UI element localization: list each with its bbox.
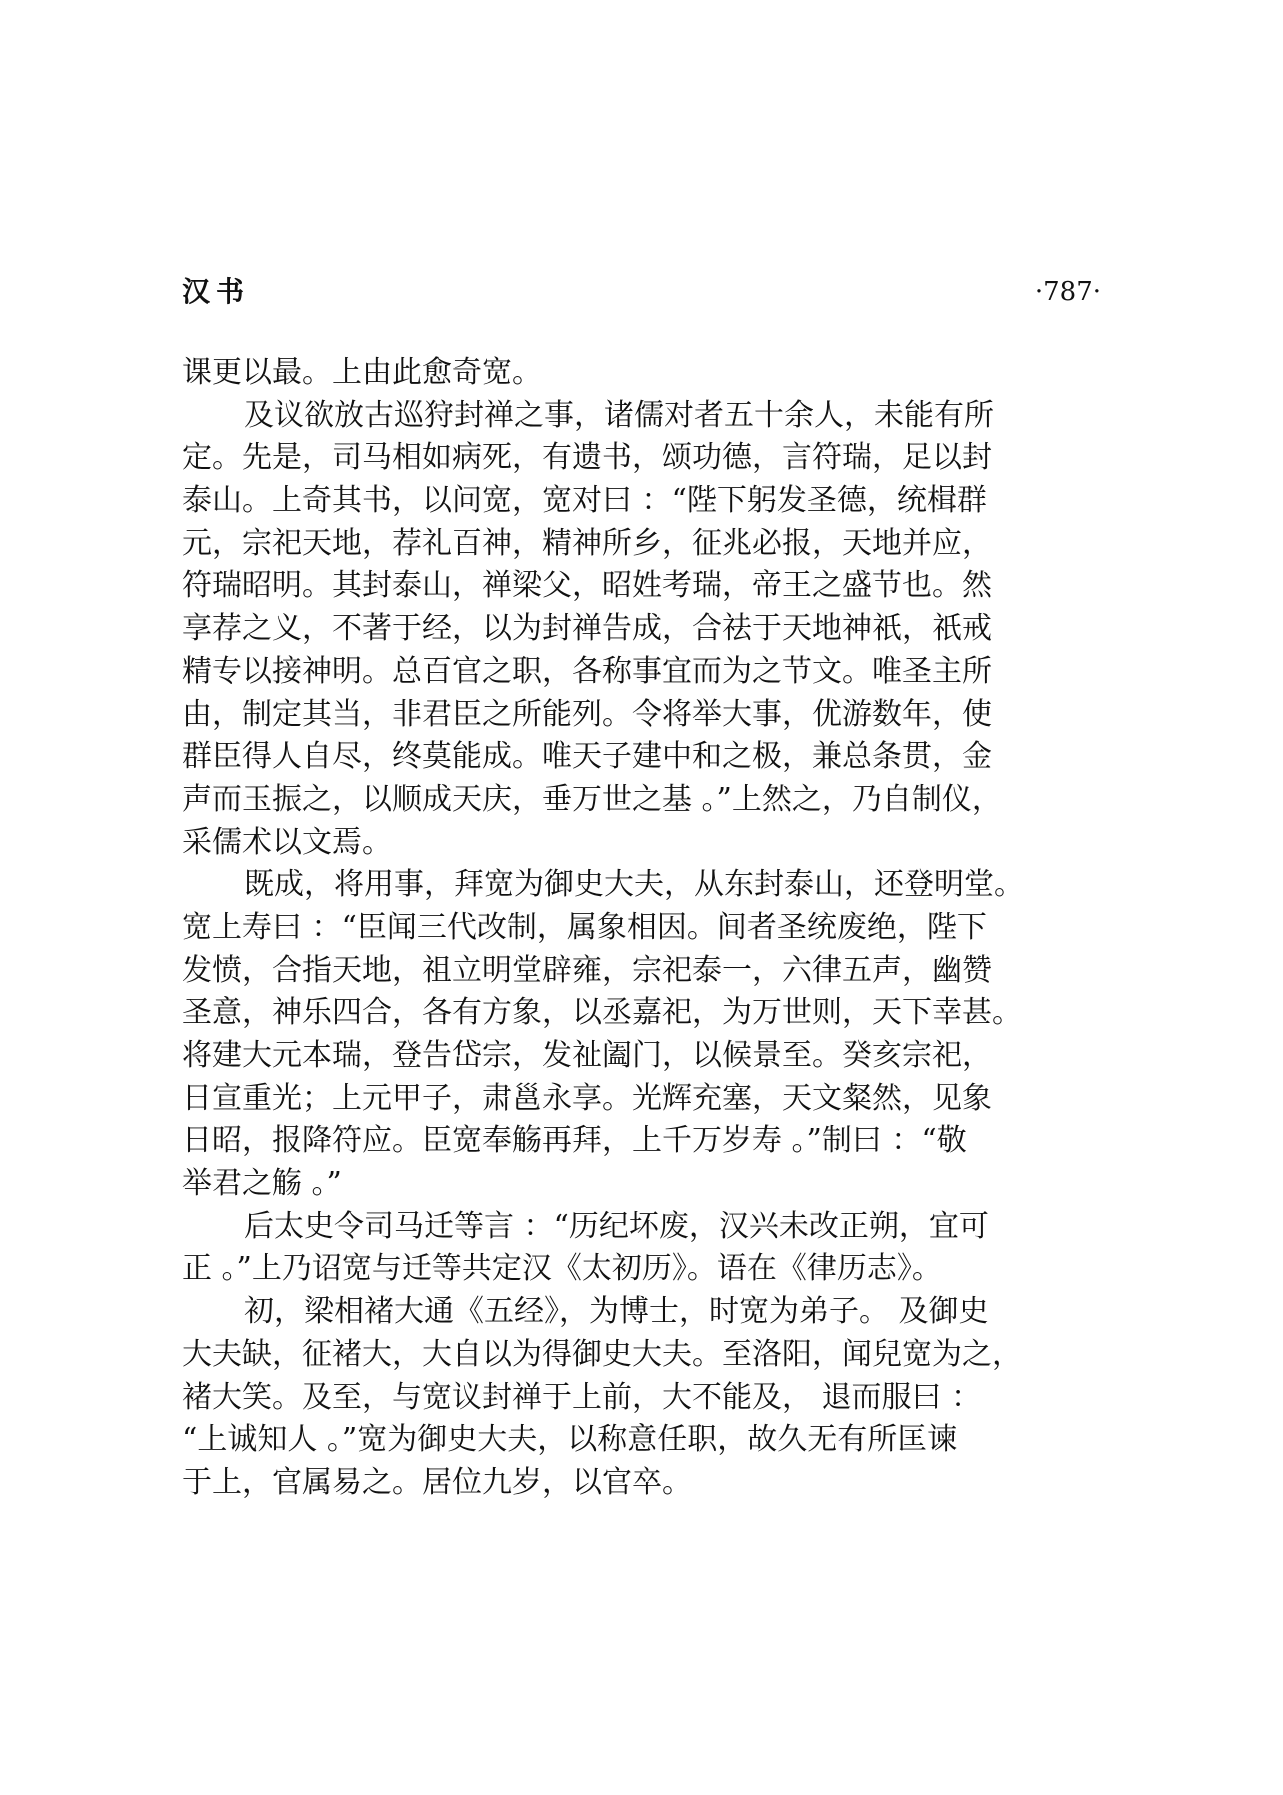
text-line: 课更以最。上由此愈奇宽。 [182, 355, 542, 390]
text-line: 既成，将用事，拜宽为御史大夫，从东封泰山，还登明堂。 [244, 867, 1024, 903]
running-header [182, 270, 1101, 314]
text-line: 将建大元本瑞，登告岱宗，发祉阖门，以候景至。癸亥宗祀， [182, 1038, 992, 1073]
text-line: 举君之觞 。” [182, 1166, 342, 1202]
text-line: 群臣得人自尽，终莫能成。唯天子建中和之极，兼总条贯，金 [182, 739, 992, 775]
text-line: 定。先是，司马相如病死，有遗书，颂功德，言符瑞，足以封 [182, 440, 992, 476]
text-line: 褚大笑。及至，与宽议封禅于上前，大不能及， 退而服曰 ： [182, 1379, 982, 1415]
text-line: 于上，官属易之。居位九岁，以官卒。 [182, 1464, 692, 1500]
text-line: 日昭，报降符应。臣宽奉觞再拜，上千万岁寿 。”制曰 ：“敬 [182, 1123, 967, 1159]
text-line: 泰山。上奇其书，以问宽，宽对曰 ：“陛下躬发圣德，统楫群 [182, 483, 987, 519]
text-line: 采儒术以文焉。 [182, 824, 392, 860]
book-title: 汉书 [182, 275, 251, 308]
text-line: 元，宗祀天地，荐礼百神，精神所乡，征兆必报，天地并应， [182, 525, 992, 561]
text-line: 精专以接神明。总百官之职，各称事宜而为之节文。唯圣主所 [182, 653, 992, 689]
body-text [182, 352, 1100, 1505]
text-line: 宽上寿曰 ：“臣闻三代改制，属象相因。间者圣统废绝，陛下 [182, 909, 987, 945]
text-line: 大夫缺，征褚大，大自以为得御史大夫。至洛阳，闻兒宽为之， [182, 1336, 1022, 1372]
text-line: 正 。”上乃诏宽与迁等共定汉《太初历》。语在《律历志》。 [182, 1251, 942, 1287]
text-line: 由，制定其当，非君臣之所能列。令将举大事，优游数年，使 [182, 696, 992, 732]
text-line: 初，梁相褚大通《五经》，为博士，时宽为弟子。 及御史 [244, 1294, 989, 1330]
text-line: 声而玉振之，以顺成天庆，垂万世之基 。”上然之，乃自制仪， [182, 781, 1002, 817]
text-line: 日宣重光；上元甲子，肃邕永享。光辉充塞，天文粲然，见象 [182, 1080, 992, 1116]
text-line: 及议欲放古巡狩封禅之事，诸儒对者五十余人，未能有所 [244, 397, 994, 433]
text-line: “上诚知人 。”宽为御史大夫，以称意任职，故久无有所匡谏 [182, 1422, 958, 1458]
text-line: 圣意，神乐四合，各有方象，以丞嘉祀，为万世则，天下幸甚。 [182, 995, 1022, 1031]
text-line: 后太史令司马迁等言 ：“历纪坏废，汉兴未改正朔，宜可 [244, 1208, 989, 1244]
page-number: ·787· [1034, 277, 1101, 307]
text-line: 符瑞昭明。其封泰山，禅梁父，昭姓考瑞，帝王之盛节也。然 [182, 568, 992, 604]
text-line: 发愤，合指天地，祖立明堂辟雍，宗祀泰一，六律五声，幽赞 [182, 952, 992, 988]
text-line: 享荐之义，不著于经，以为封禅告成，合祛于天地神祇，祇戒 [182, 611, 992, 647]
